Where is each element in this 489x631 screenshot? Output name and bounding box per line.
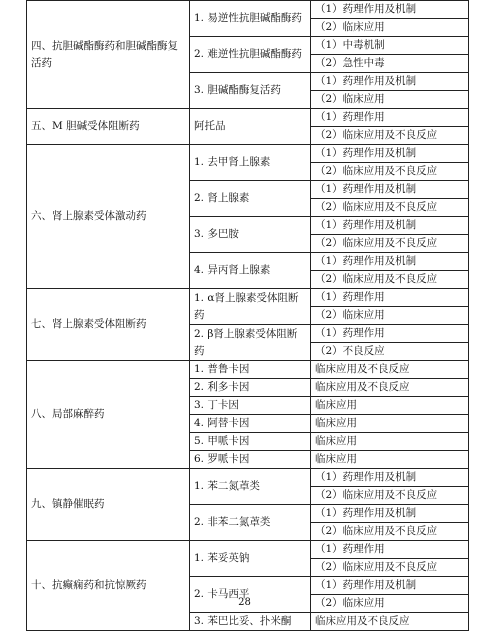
requirement-cell: （2）临床应用及不良反应 <box>311 487 469 505</box>
requirement-cell: 临床应用 <box>311 397 469 415</box>
drug-cell: 4. 异丙肾上腺素 <box>190 253 311 289</box>
requirement-cell: （2）临床应用 <box>311 19 469 37</box>
drug-cell: 阿托品 <box>190 109 311 145</box>
drug-cell: 6. 罗哌卡因 <box>190 451 311 469</box>
requirement-cell: （1）药理作用 <box>311 325 469 343</box>
category-cell: 七、肾上腺素受体阻断药 <box>27 289 190 361</box>
requirement-cell: （2）临床应用 <box>311 91 469 109</box>
category-cell: 四、抗胆碱酯酶药和胆碱酯酶复活药 <box>27 1 190 109</box>
drug-cell: 1. 苯妥英钠 <box>190 541 311 577</box>
category-cell: 六、肾上腺素受体激动药 <box>27 145 190 289</box>
requirement-cell: （2）临床应用及不良反应 <box>311 271 469 289</box>
requirement-cell: （1）药理作用及机制 <box>311 217 469 235</box>
drug-cell: 2. 卡马西平 <box>190 577 311 613</box>
drug-cell: 3. 苯巴比妥、扑米酮 <box>190 613 311 631</box>
requirement-cell: （1）药理作用及机制 <box>311 577 469 595</box>
category-cell: 五、M 胆碱受体阻断药 <box>27 109 190 145</box>
requirement-cell: （2）临床应用及不良反应 <box>311 523 469 541</box>
requirement-cell: （1）药理作用及机制 <box>311 253 469 271</box>
page-number: 28 <box>238 597 251 608</box>
drug-cell: 3. 胆碱酯酶复活药 <box>190 73 311 109</box>
requirement-cell: （2）临床应用及不良反应 <box>311 235 469 253</box>
requirement-cell: （2）急性中毒 <box>311 55 469 73</box>
drug-cell: 2. 利多卡因 <box>190 379 311 397</box>
drug-cell: 1. 易逆性抗胆碱酯酶药 <box>190 1 311 37</box>
requirement-cell: （1）药理作用 <box>311 289 469 307</box>
requirement-cell: （1）中毒机制 <box>311 37 469 55</box>
requirement-cell: 临床应用及不良反应 <box>311 379 469 397</box>
requirement-cell: （1）药理作用及机制 <box>311 1 469 19</box>
requirement-cell: （1）药理作用及机制 <box>311 505 469 523</box>
drug-cell: 2. 肾上腺素 <box>190 181 311 217</box>
category-cell: 九、镇静催眠药 <box>27 469 190 541</box>
requirement-cell: 临床应用及不良反应 <box>311 613 469 631</box>
table-row <box>27 289 469 307</box>
requirement-cell: （1）药理作用 <box>311 541 469 559</box>
drug-cell: 1. α肾上腺素受体阻断药 <box>190 289 311 325</box>
drug-cell: 2. β肾上腺素受体阻断药 <box>190 325 311 361</box>
requirement-cell: 临床应用 <box>311 451 469 469</box>
requirement-cell: （1）药理作用及机制 <box>311 469 469 487</box>
requirement-cell: （2）临床应用 <box>311 307 469 325</box>
requirement-cell: （2）临床应用 <box>311 595 469 613</box>
syllabus-table <box>26 0 469 631</box>
drug-cell: 5. 甲哌卡因 <box>190 433 311 451</box>
requirement-cell: （1）药理作用及机制 <box>311 181 469 199</box>
drug-cell: 4. 阿替卡因 <box>190 415 311 433</box>
table-row <box>27 541 469 559</box>
category-cell: 八、局部麻醉药 <box>27 361 190 469</box>
requirement-cell: 临床应用及不良反应 <box>311 361 469 379</box>
table-row <box>27 469 469 487</box>
requirement-cell: （2）临床应用及不良反应 <box>311 559 469 577</box>
requirement-cell: 临床应用 <box>311 415 469 433</box>
table-row <box>27 109 469 127</box>
drug-cell: 3. 多巴胺 <box>190 217 311 253</box>
requirement-cell: （2）不良反应 <box>311 343 469 361</box>
table-row <box>27 361 469 379</box>
table-row <box>27 1 469 19</box>
table-row <box>27 145 469 163</box>
requirement-cell: （1）药理作用 <box>311 109 469 127</box>
drug-cell: 1. 普鲁卡因 <box>190 361 311 379</box>
category-cell: 十、抗癫痫药和抗惊厥药 <box>27 541 190 631</box>
drug-cell: 2. 非苯二氮䓬类 <box>190 505 311 541</box>
requirement-cell: （1）药理作用及机制 <box>311 145 469 163</box>
requirement-cell: （1）药理作用及机制 <box>311 73 469 91</box>
drug-cell: 3. 丁卡因 <box>190 397 311 415</box>
drug-cell: 2. 难逆性抗胆碱酯酶药 <box>190 37 311 73</box>
requirement-cell: （2）临床应用及不良反应 <box>311 127 469 145</box>
drug-cell: 1. 苯二氮䓬类 <box>190 469 311 505</box>
requirement-cell: 临床应用 <box>311 433 469 451</box>
requirement-cell: （2）临床应用及不良反应 <box>311 199 469 217</box>
requirement-cell: （2）临床应用及不良反应 <box>311 163 469 181</box>
drug-cell: 1. 去甲肾上腺素 <box>190 145 311 181</box>
